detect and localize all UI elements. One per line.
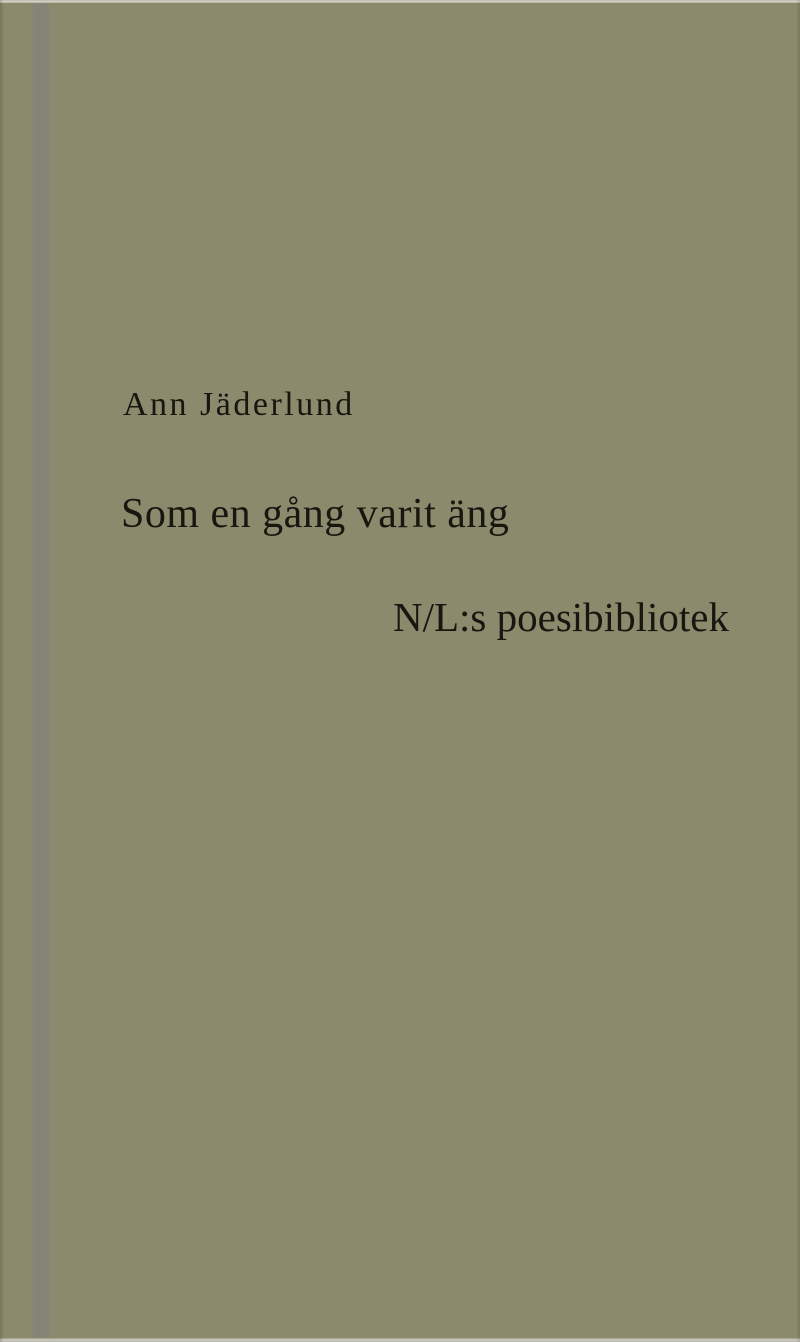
imprint-series-name: N/L:s poesibibliotek (393, 594, 729, 640)
cover-top-edge-highlight (0, 0, 800, 3)
cover-hinge-stripe (30, 0, 54, 1342)
author-name: Ann Jäderlund (123, 386, 355, 423)
cover-bottom-edge-highlight (0, 1338, 800, 1342)
book-title: Som en gång varit äng (121, 491, 510, 537)
